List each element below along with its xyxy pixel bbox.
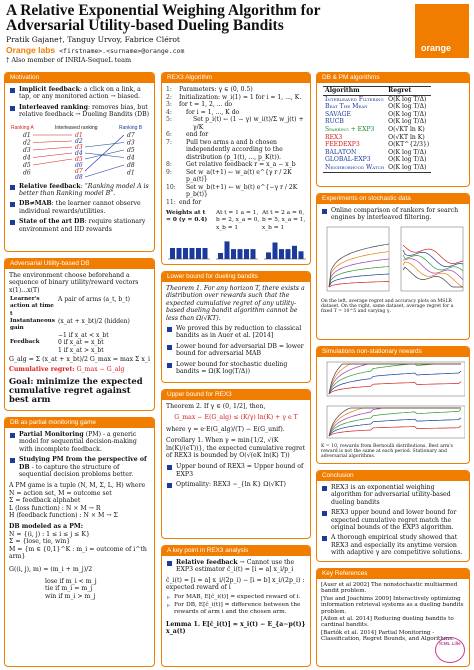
row-label: Instantaneous gain	[10, 317, 55, 332]
row-label: Feedback	[10, 339, 40, 346]
weights-t1-label: At t = 1 a = 1, b = 2, x_a = 0, x_b = 1	[216, 210, 260, 231]
item-text: - to capture the structure of sequential decision problems better.	[19, 463, 134, 479]
pm-def-line: H (feedback function) : N × M → Σ	[9, 512, 118, 520]
algorithm-line	[166, 139, 306, 162]
goal-statement: Goal: minimize the expected cumulative regret against best arm	[9, 375, 143, 404]
upper-bound-eq: G_max − E(G_alg) ≤ (K/γ) ln(K) + γ e T	[174, 414, 298, 422]
upper-item: Optimality: REX3 ∼_{ln K} Ω(√KT)	[166, 481, 306, 488]
partial-item	[9, 431, 150, 453]
nonstat-plot-top	[321, 360, 465, 402]
logo-text: orange	[421, 43, 452, 53]
stochastic-plots	[321, 225, 465, 297]
line-text: end for	[186, 131, 209, 138]
motivation-item	[9, 86, 150, 101]
db-model-head: DB modeled as a PM:	[9, 523, 84, 531]
algorithm-cell: SAVAGE	[325, 110, 351, 118]
nonstat-plots	[321, 360, 465, 444]
algorithm-line	[166, 109, 306, 117]
algorithm-cell: Sparring + EXP3	[325, 125, 375, 133]
algorithm-line	[166, 86, 306, 94]
line-text: Pull two arms a and b chosen independently according to the distribution (p_1(t), ..., p_K(t)).	[186, 138, 283, 161]
nonstat-caption: K = 10, rewards from Bernoulli distributions. Best arm's reward is not the same at each period. Stationary and adversarial algorithms.	[321, 444, 453, 460]
lab-line	[6, 45, 411, 55]
lower-title: Lower bound for dueling bandits	[162, 272, 310, 282]
algorithm-cell: Beat The Mean	[325, 103, 368, 111]
weight-bar	[225, 241, 230, 259]
partial-item	[9, 456, 150, 478]
lemma-1: Lemma 1. E[ĉ_i(t)] = x_i(t) − E_{a∼p(t)} x_a(t)	[166, 620, 306, 636]
weights-t0-label: Weights at t = 0 (γ = 0.4)	[166, 210, 208, 224]
regret-cell: O(K log T/Δ)	[388, 103, 427, 111]
keypoint-title: A key point in REX3 analysis	[162, 546, 310, 556]
doc-label-mid: d2	[75, 137, 83, 145]
icml-badge	[435, 637, 465, 663]
pm-definition: A PM game is a tuple (N, M, Σ, L, H) where	[9, 482, 146, 490]
algorithm-cell: RUCB	[325, 118, 344, 126]
link-b	[85, 150, 124, 159]
badge-text: ICML Lille	[439, 641, 461, 646]
lower-item: Lower bound for adversarial DB = lower bound for adversarial MAB	[166, 343, 306, 358]
upper-bound-box	[161, 389, 311, 539]
line-number: 7:	[166, 138, 172, 146]
weight-bar	[218, 253, 223, 259]
table-row	[323, 141, 431, 149]
algorithm-cell: REX3	[325, 133, 343, 141]
item-head: Interleaved ranking	[19, 103, 88, 111]
line-number: 8:	[166, 161, 172, 168]
weight-bar	[244, 249, 249, 259]
line-text: Set p_i(t) ← (1 − γ) w_i(t)/Σ w_j(t) + γ/K	[193, 116, 304, 131]
motivation-item	[9, 183, 150, 198]
weight-bar	[203, 248, 208, 259]
partial-title: DB as partial monitoring game	[5, 418, 154, 428]
weight-bar	[292, 246, 297, 259]
doc-label-b: d4	[127, 154, 135, 162]
regret-plot-frame	[327, 227, 389, 291]
algorithm-cell: GLOBAL-EXP3	[325, 156, 371, 164]
regret-value: G_max − G_alg	[76, 366, 125, 374]
doc-label-b: d7	[127, 131, 135, 139]
doc-label-mid: d7	[75, 167, 83, 175]
db-def-line: M = {m ∈ {0,1}^K : m_i = outcome of i^th arm}	[9, 545, 147, 561]
algorithm-line	[166, 161, 306, 169]
item-head: State of the art DB	[19, 218, 85, 226]
weight-bar	[190, 248, 195, 259]
item-head: Relative feedback	[176, 559, 238, 566]
regret-cell: O(K log T/Δ)	[388, 148, 427, 156]
table-row	[323, 118, 431, 126]
orange-logo	[415, 4, 469, 58]
upper-where: where γ = e·E(G_alg)/(T) − E(G_unif).	[166, 425, 285, 433]
regret-cell: O(K log T/Δ)	[388, 95, 427, 103]
poster-header	[6, 3, 411, 64]
motivation-item	[9, 218, 150, 233]
corollary-1: Corollary 1. When γ = min{1/2, √(K ln(K)/(eT))}, the expected cumulative regret of REX3 is bounded by O(√(eK ln(K) T))	[166, 437, 306, 460]
line-text: end for	[179, 198, 202, 206]
weight-bar	[273, 243, 278, 260]
regret-cell: O(KT^{2/3})	[388, 141, 430, 149]
table-row	[323, 95, 431, 103]
link-a	[33, 153, 72, 158]
estimator: ĉ_i(t) = [i = a] x_i/(2p_i) − [i = b] x_i/(2p_i) : expected reward of i	[166, 576, 305, 592]
algos-title: DB & PM algorithms	[317, 73, 469, 83]
weight-bar	[170, 248, 175, 259]
algorithms-table	[323, 86, 431, 173]
item-text: → Cannot use the EXP3 estimator ĉ_i(t) = [i = a] x_i/p_i	[176, 559, 295, 574]
item-text: : removes bias, but relative feedback → Dueling Bandits (DB)	[19, 103, 150, 119]
item-text: : a click on a link, a tap, or any monitored action → biased.	[19, 86, 141, 101]
table-row	[323, 156, 431, 164]
doc-label-mid: d6	[75, 161, 83, 169]
link-a	[33, 159, 72, 165]
item-head: Implicit feedback	[19, 86, 80, 93]
item-text: : the learner cannot observe individual rewards/utilities.	[19, 200, 141, 215]
weight-bar	[299, 251, 304, 259]
regret-cell: O(K log T/Δ)	[388, 118, 427, 126]
motivation-item	[9, 104, 150, 119]
lower-item: We proved this by reduction to classical bandits as in Auer et al. [2014]	[166, 325, 306, 340]
adversarial-box	[4, 258, 155, 411]
weight-bar	[231, 249, 236, 259]
item-head: Relative feedback	[19, 182, 81, 190]
authors: Pratik Gajane†, Tanguy Urvoy, Fabrice Clérot	[6, 35, 180, 44]
doc-label-mid: d3	[75, 143, 83, 151]
motivation-box	[4, 72, 155, 252]
gain-definition: G_alg = Σ (x_at + x_bt)/2 G_max = max Σ x_i	[9, 355, 150, 363]
reference: [Auer et al 2002] The nonstochastic multiarmed bandit problem.	[321, 582, 458, 595]
item-text: : “Ranking model A is better than Ranking model B”.	[19, 182, 149, 198]
algorithm-line	[166, 116, 306, 131]
table-header: Regret	[386, 87, 431, 96]
line-number: 9:	[166, 168, 172, 176]
table-header: Algorithm	[323, 87, 386, 96]
conclusion-item: A thorough empirical study showed that REX3 and especially its anytime version with adaptive γ are competitive solutions.	[321, 534, 465, 556]
feedback-function	[9, 578, 150, 600]
item-head: Partial Monitoring	[19, 431, 84, 438]
ranking-a-label: Ranking A	[11, 124, 34, 131]
regret-plot	[321, 225, 391, 297]
doc-label-mid: d1	[75, 131, 83, 139]
table-row	[323, 111, 431, 119]
keypoint-sub: ▹ For DB, E[ĉ_i(t)] = difference between the rewards of arm i and the chosen arm.	[166, 602, 306, 617]
h-case: lose if m_i < m_j	[45, 577, 97, 585]
weight-bar	[183, 248, 188, 259]
lower-item: Lower bound for stochastic dueling bandits = Ω(K log(T/Δ))	[166, 361, 306, 376]
doc-label-a: d1	[23, 131, 31, 139]
doc-label-b: d5	[127, 146, 135, 154]
line-number: 6:	[166, 131, 172, 138]
nonstationary-box	[316, 346, 470, 464]
link-b	[85, 135, 124, 171]
affiliation-note: † Also member of INRIA-SequeL team	[6, 56, 132, 64]
line-text: Set w_b(t+1) ← w_b(t) e^{−γ r / 2K p_b(t)}	[186, 183, 298, 198]
interleaving-diagram	[9, 122, 150, 180]
weight-bar	[238, 249, 243, 259]
weight-bar	[251, 249, 256, 259]
conclusion-item: REX3 is an exponential weighing algorithm for adversarial utility-based dueling bandits	[321, 484, 465, 506]
upper-title: Upper bound for REX3	[162, 390, 310, 400]
h-case: win if m_i > m_j	[45, 592, 96, 600]
row-value: A pair of arms (a_t, b_t)	[58, 296, 130, 304]
ranking-b-label: Ranking B	[119, 124, 143, 131]
pm-def-line: N = action set, M = outcome set	[9, 489, 112, 497]
theorem-2: Theorem 2. If γ ∈ (0, 1/2], then,	[166, 403, 266, 410]
lab-name: Orange labs	[6, 45, 56, 55]
stochastic-box	[316, 193, 470, 340]
line-number: 2:	[166, 93, 172, 101]
pm-def-line: Σ = feedback alphabet	[9, 497, 81, 505]
conclusion-title: Conclusion	[317, 471, 469, 481]
algorithm-line	[166, 101, 306, 109]
table-row	[323, 126, 431, 134]
regret-cell: O(K log T/Δ)	[386, 164, 431, 172]
regret-cell: O(√KT ln K)	[388, 133, 425, 141]
doc-label-a: d4	[23, 154, 31, 162]
weights-bars	[166, 239, 306, 261]
link-b	[85, 153, 124, 158]
feedback-case: 0 if x_at = x_bt	[58, 339, 104, 347]
algorithm-line	[166, 199, 306, 207]
weights-figure	[166, 210, 306, 261]
algorithm-listing	[166, 86, 306, 206]
algorithm-line	[166, 94, 306, 102]
gain-function: G((i, j), m) = (m_i + m_j)/2	[9, 565, 93, 573]
row-label: Learner's action at time t	[10, 296, 54, 317]
weights-t2-label: At t = 2 a = 6, b = 5, x_a = 1, x_b = 1	[262, 210, 306, 231]
adversarial-table	[9, 296, 131, 354]
regret-cell: O(K log T/Δ)	[388, 156, 427, 164]
line-text: Parameters: γ ∈ (0, 0.5)	[179, 86, 253, 93]
regret-label: Cumulative regret:	[9, 366, 75, 374]
doc-label-b: d8	[127, 161, 135, 169]
line-text: for i = 1, ..., K do	[186, 108, 240, 116]
algorithm-line	[166, 184, 306, 199]
algorithms-box	[316, 72, 470, 187]
link-b	[85, 142, 124, 147]
nonstat-plot-frame	[327, 362, 465, 396]
line-number: 11:	[166, 198, 176, 206]
algorithm-cell: Interleaved Filtering	[325, 95, 384, 103]
doc-label-a: d3	[23, 146, 31, 154]
doc-label-b: d1	[127, 169, 135, 177]
rex3-title: REX3 Algorithm	[162, 73, 310, 83]
references-box	[316, 568, 470, 667]
item-text: : require stationary environment and IID rewards	[19, 218, 146, 233]
poster-title	[6, 3, 411, 33]
line-number: 4:	[166, 108, 172, 116]
doc-label-mid: d8	[75, 173, 83, 180]
weight-bar	[266, 252, 271, 259]
algorithm-line	[166, 131, 306, 139]
keypoint-item	[166, 559, 306, 574]
feedback-case: 1 if x_at > x_bt	[58, 346, 104, 354]
interleaved-label: Interleaved ranking	[55, 124, 98, 131]
motivation-item	[9, 200, 150, 215]
rex3-algorithm-box	[161, 72, 311, 265]
lab-email: <firstname>.<surname>@orange.com	[59, 47, 185, 55]
line-number: 5:	[166, 116, 172, 123]
theorem-1: Theorem 1. For any horizon T, there exists a distribution over rewards such that the expected cumulative regret of any utility-based dueling bandit algorithm cannot be less than Ω(√KT).	[166, 285, 305, 322]
regret-cell: O(K log T/Δ)	[388, 110, 427, 118]
refs-title: Key References	[317, 569, 469, 579]
motivation-title: Motivation	[5, 73, 154, 83]
db-def-line: N = {(i, j) : 1 ≤ i ≤ j ≤ K}	[9, 530, 90, 538]
weight-bar	[177, 248, 182, 259]
stochastic-item: Online comparison of rankers for search engines by interleaved filtering.	[321, 207, 465, 222]
line-number: 10:	[166, 183, 176, 191]
line-text: for t = 1, 2, ... do	[179, 101, 233, 108]
item-head: Studying PM from the perspective of DB	[19, 456, 147, 471]
key-point-box	[161, 545, 311, 667]
adversarial-title: Adversarial Utility-based DB	[5, 259, 154, 269]
nonstat-title: Simulations non-stationary rewards	[317, 347, 469, 357]
algorithm-cell: BALATON	[325, 148, 357, 156]
line-text: Set w_a(t+1) ← w_a(t) e^{γ r / 2K p_a(t)}	[186, 168, 292, 183]
interleaving-figure	[9, 122, 150, 180]
doc-label-a: d5	[23, 161, 31, 169]
upper-item: Upper bound of REX3 = Upper bound of EXP3	[166, 463, 306, 478]
conclusion-item: REX3 upper bound and lower bound for expected cumulative regret match the original bounds of the EXP3 algorithm.	[321, 509, 465, 531]
weight-bar	[196, 248, 201, 259]
reference: [Bartók et al. 2014] Partial Monitoring - Classification, Regret Bounds, and Algorithms.	[321, 629, 454, 643]
algorithm-line	[166, 169, 306, 184]
adversarial-intro: The environment choose beforehand a sequence of binary utility/reward vectors x(1)...x(T)	[9, 272, 139, 294]
title-line-2: Adversarial Utility-based Dueling Bandits	[6, 17, 284, 34]
lower-bound-box	[161, 271, 311, 383]
table-row	[323, 149, 431, 157]
cumulative-regret	[9, 366, 150, 373]
link-b	[85, 165, 124, 177]
doc-label-a: d6	[23, 169, 31, 177]
keypoint-sub: ▹ For MAB, E[ĉ_i(t)] = expected reward of i.	[166, 594, 306, 601]
line-text: Initialization: w_i(1) = 1 for i = 1, ..., K.	[179, 93, 302, 101]
link-a	[33, 147, 72, 150]
algorithm-cell: Neighborhood Watch	[325, 163, 385, 171]
doc-label-b: d3	[127, 139, 135, 147]
table-row	[323, 134, 431, 142]
weight-bar	[279, 249, 284, 259]
doc-label-mid: d5	[75, 155, 83, 163]
algorithm-cell: FEEDEXP3	[325, 141, 360, 149]
table-row	[323, 164, 431, 172]
partial-monitoring-box	[4, 417, 155, 667]
conclusion-box	[316, 470, 470, 562]
doc-label-mid: d4	[75, 149, 83, 157]
weight-bar	[286, 249, 291, 259]
reference: [Ailon et al. 2014] Reducing dueling bandits to cardinal bandits.	[321, 616, 454, 629]
h-case: tie if m_i = m_j	[45, 585, 93, 593]
stochastic-title: Experiments on stochastic data	[317, 194, 469, 204]
line-number: 1:	[166, 86, 172, 93]
reference: [Yue and Joachims 2009] Interactively optimizing information retrieval systems as a dueling bandits problem.	[321, 595, 464, 615]
doc-label-a: d2	[23, 139, 31, 147]
line-number: 3:	[166, 101, 172, 108]
feedback-case: −1 if x_at < x_bt	[58, 332, 109, 340]
table-row	[323, 103, 431, 111]
pm-def-line: L (loss function) : N × M → R	[9, 504, 101, 512]
stochastic-caption: On the left, average regret and accuracy plots on MSLR dataset. On the right, same dataset, average regret for a fixed T = 10^5 and varying γ.	[321, 298, 454, 315]
gamma-plot	[395, 225, 465, 297]
row-value: (x_at + x_bt)/2 (hidden)	[58, 317, 130, 325]
nonstat-plot-frame	[327, 406, 465, 438]
line-text: Get relative feedback r = x_a − x_b	[186, 161, 296, 168]
title-line-1: A Relative Exponential Weighing Algorithm for	[6, 2, 321, 19]
item-head: DB≠MAB	[19, 200, 52, 208]
db-def-line: Σ = {lose, tie, win}	[9, 538, 71, 546]
regret-cell: O(√KT ln K)	[388, 125, 425, 133]
link-a	[33, 141, 72, 143]
nonstat-plot-bottom	[321, 404, 465, 444]
item-text: (PM) - a generic model for sequential decision-making with incomplete feedback.	[19, 431, 137, 453]
